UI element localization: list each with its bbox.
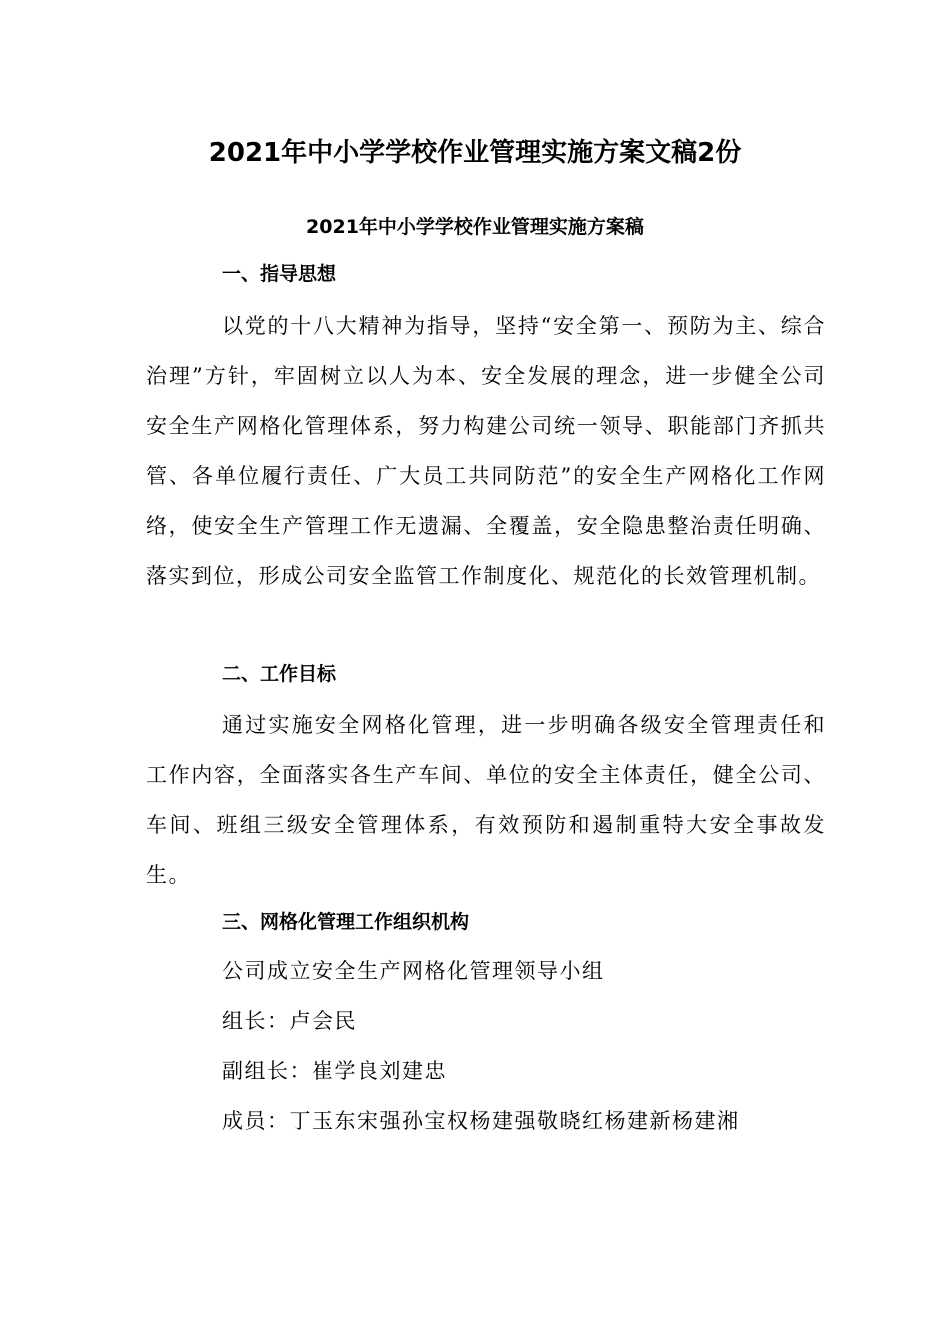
- section-heading-organization: 三、网格化管理工作组织机构: [222, 911, 470, 933]
- organization-line-members: 成员：丁玉东宋强孙宝权杨建强敬晓红杨建新杨建湘: [222, 1109, 740, 1133]
- section-paragraph-work-goals: 通过实施安全网格化管理，进一步明确各级安全管理责任和工作内容，全面落实各生产车间、单位的安全主体责任，健全公司、车间、班组三级安全管理体系，有效预防和遏制重特大安全事故发生。: [146, 713, 826, 887]
- document-title: 2021年中小学学校作业管理实施方案文稿2份: [208, 138, 742, 168]
- section-heading-work-goals: 二、工作目标: [222, 663, 337, 685]
- section-paragraph-guiding-ideology: 以党的十八大精神为指导，坚持“安全第一、预防为主、综合治理”方针，牢固树立以人为本、安全发展的理念，进一步健全公司安全生产网格化管理体系，努力构建公司统一领导、职能部门齐抓共管、各单位履行责任、广大员工共同防范”的安全生产网格化工作网络，使安全生产管理工作无遗漏、全覆盖，安全隐患整治责任明确、落实到位，形成公司安全监管工作制度化、规范化的长效管理机制。: [146, 314, 826, 588]
- section-heading-guiding-ideology: 一、指导思想: [222, 263, 337, 285]
- organization-line-deputy-leader: 副组长：崔学良刘建忠: [222, 1059, 447, 1083]
- organization-line-leader: 组长：卢会民: [222, 1009, 357, 1033]
- organization-line-leading-group: 公司成立安全生产网格化管理领导小组: [222, 959, 605, 983]
- document-subtitle: 2021年中小学学校作业管理实施方案稿: [306, 216, 644, 238]
